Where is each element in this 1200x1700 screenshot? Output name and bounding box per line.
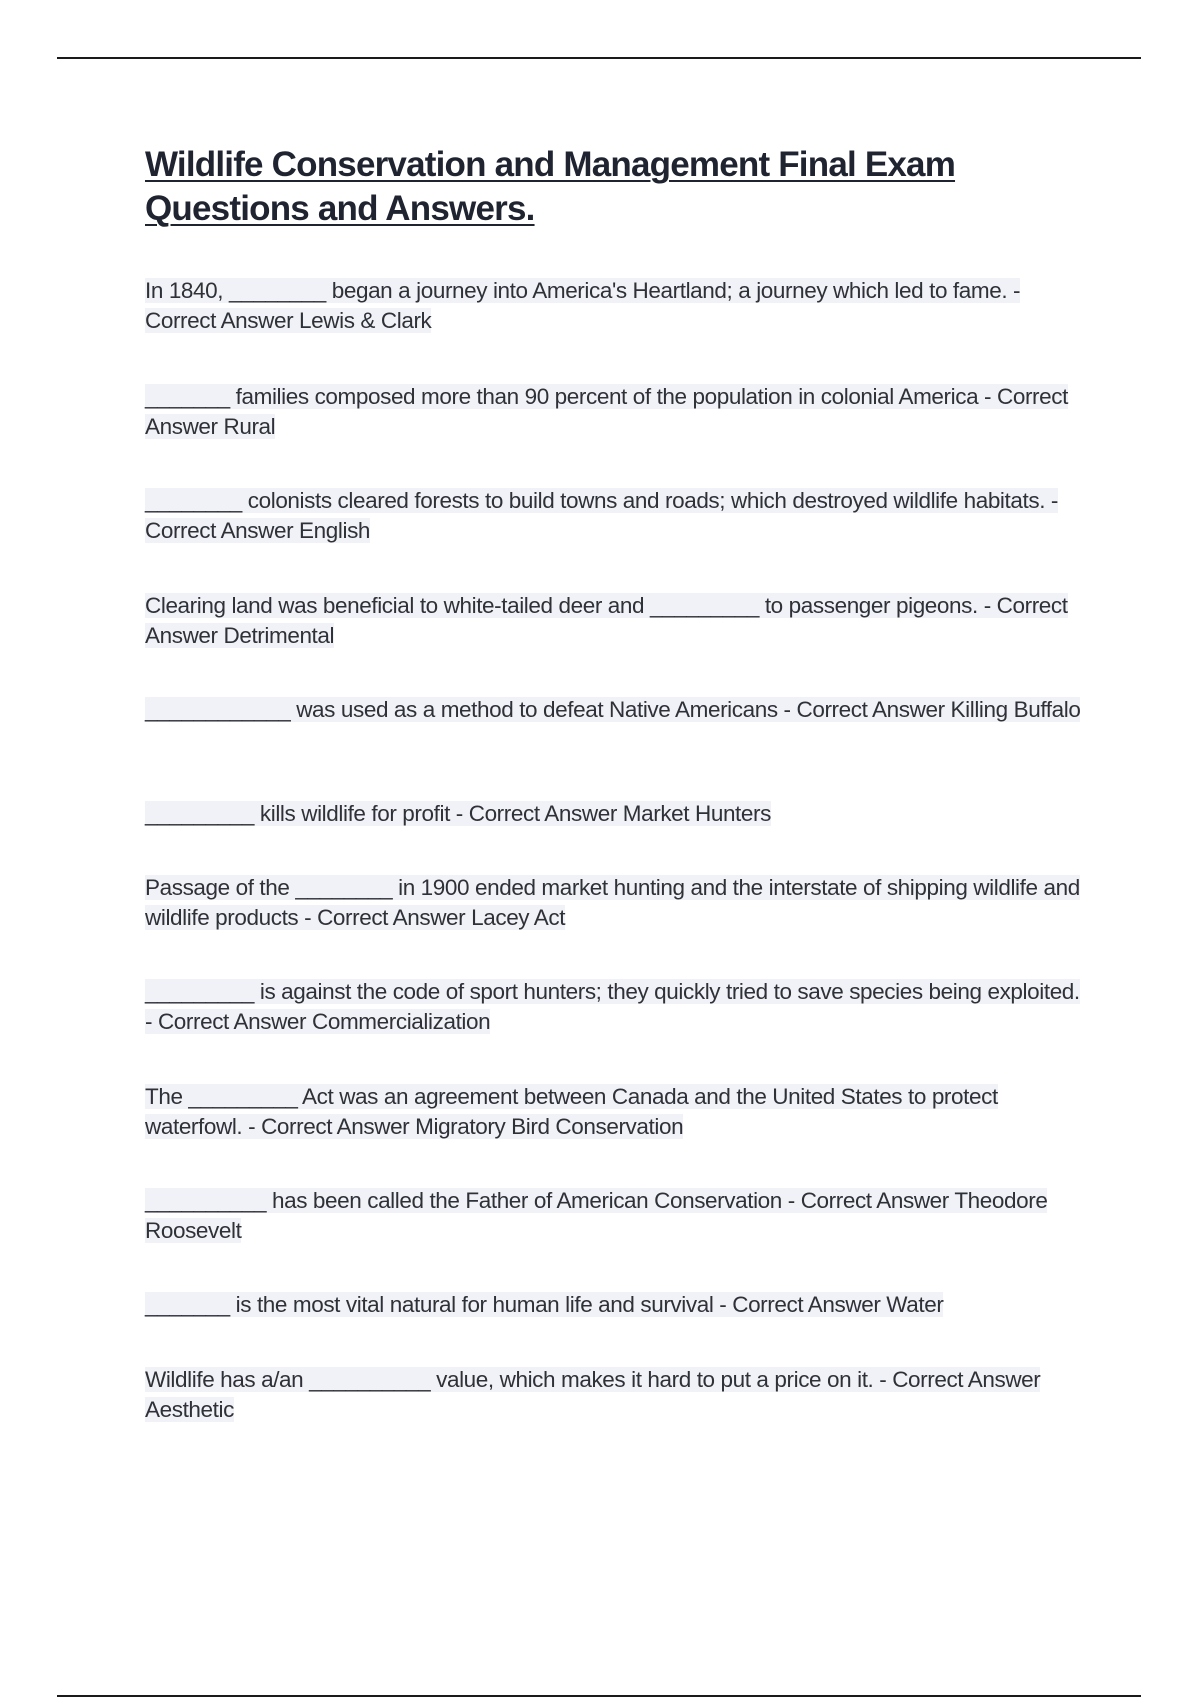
qa-item-text: _________ is against the code of sport hunters; they quickly tried to save species being exploited. - Correct Answer Commercialization: [145, 979, 1080, 1034]
header-rule: [57, 57, 1141, 59]
qa-item: [145, 382, 1085, 442]
qa-item-text: In 1840, ________ began a journey into America's Heartland; a journey which led to fame. - Correct Answer Lewis & Clark: [145, 278, 1021, 333]
qa-item-text: The _________ Act was an agreement between Canada and the United States to protect waterfowl. - Correct Answer Migratory Bird Conservation: [145, 1084, 998, 1139]
qa-item: [145, 695, 1085, 725]
qa-item-text: _________ kills wildlife for profit - Correct Answer Market Hunters: [145, 801, 771, 826]
qa-item: [145, 799, 1085, 829]
document-title: [145, 143, 1045, 231]
qa-item: [145, 486, 1085, 546]
qa-item-text: Clearing land was beneficial to white-tailed deer and _________ to passenger pigeons. - Correct Answer Detrimental: [145, 593, 1068, 648]
qa-item: [145, 977, 1085, 1037]
qa-item-text: _______ is the most vital natural for human life and survival - Correct Answer Water: [145, 1292, 944, 1317]
document-title-text: Wildlife Conservation and Management Final Exam Questions and Answers.: [145, 145, 956, 228]
qa-item: [145, 1186, 1085, 1246]
qa-item: [145, 1082, 1085, 1142]
qa-item-text: _______ families composed more than 90 percent of the population in colonial America - Correct Answer Rural: [145, 384, 1068, 439]
qa-item: [145, 276, 1085, 336]
qa-item: [145, 873, 1085, 933]
qa-item: [145, 591, 1085, 651]
qa-item-text: ____________ was used as a method to defeat Native Americans - Correct Answer Killing Buffalo: [145, 697, 1081, 722]
qa-item-text: Passage of the ________ in 1900 ended market hunting and the interstate of shipping wildlife and wildlife products - Correct Answer Lacey Act: [145, 875, 1080, 930]
qa-item-text: __________ has been called the Father of American Conservation - Correct Answer Theodore Roosevelt: [145, 1188, 1048, 1243]
qa-item: [145, 1365, 1085, 1425]
qa-item: [145, 1290, 1085, 1320]
footer-rule: [57, 1695, 1141, 1697]
qa-item-text: Wildlife has a/an __________ value, which makes it hard to put a price on it. - Correct Answer Aesthetic: [145, 1367, 1041, 1422]
qa-item-text: ________ colonists cleared forests to build towns and roads; which destroyed wildlife habitats. - Correct Answer English: [145, 488, 1058, 543]
